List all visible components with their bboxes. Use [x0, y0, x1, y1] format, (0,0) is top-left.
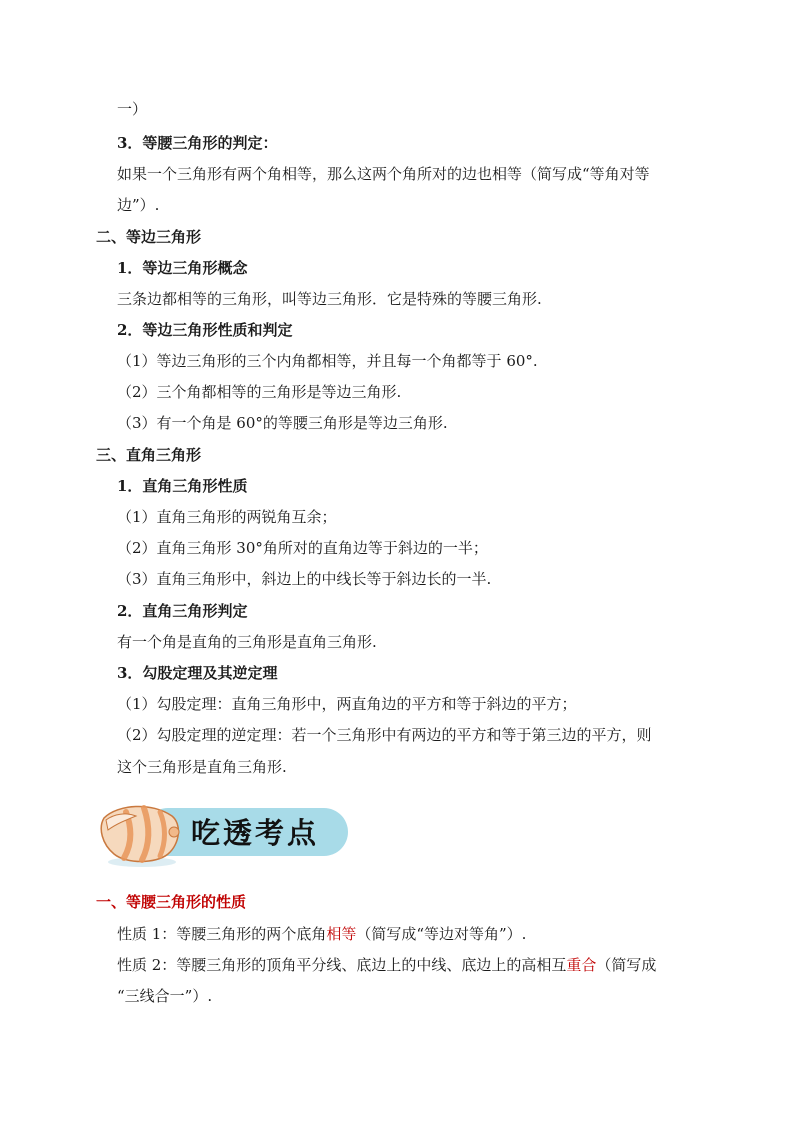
property-2-text-a: 性质 2：等腰三角形的顶角平分线、底边上的中线、底边上的高相互	[117, 956, 567, 974]
property-2-text-b: （简写成	[596, 956, 657, 974]
right-triangle-criteria-text: 有一个角是直角的三角形是直角三角形.	[117, 633, 377, 651]
property-1-text-b: （简写成“等边对等角”）.	[356, 925, 527, 943]
heading-right-triangle-criteria: 2．直角三角形判定	[117, 602, 248, 620]
heading-right-triangle-properties: 1．直角三角形性质	[117, 477, 248, 495]
property-1-highlight: 相等	[326, 925, 357, 943]
heading-pythagorean: 3．勾股定理及其逆定理	[117, 664, 278, 682]
pythagorean-converse-1: （2）勾股定理的逆定理：若一个三角形中有两边的平方和等于第三边的平方，则	[117, 726, 652, 744]
right-triangle-prop-3: （3）直角三角形中，斜边上的中线长等于斜边长的一半.	[117, 570, 492, 588]
right-triangle-prop-1: （1）直角三角形的两锐角互余；	[117, 508, 337, 526]
property-2-highlight: 重合	[566, 956, 597, 974]
section-title-equilateral: 二、等边三角形	[96, 228, 202, 246]
pythagorean-converse-2: 这个三角形是直角三角形.	[117, 758, 287, 776]
property-2	[117, 954, 656, 976]
equilateral-item-3: （3）有一个角是 60°的等腰三角形是等边三角形.	[117, 414, 448, 432]
property-2-line-2: “三线合一”）.	[117, 987, 213, 1005]
equilateral-item-1: （1）等边三角形的三个内角都相等，并且每一个角都等于 60°.	[117, 352, 538, 370]
seashell-icon	[96, 798, 186, 870]
section-title-right-triangle: 三、直角三角形	[96, 446, 202, 464]
banner-title: 吃透考点	[190, 816, 319, 850]
property-1	[117, 923, 526, 945]
heading-equilateral-properties: 2．等边三角形性质和判定	[117, 321, 293, 339]
exam-points-banner	[96, 798, 352, 870]
property-1-text-a: 性质 1：等腰三角形的两个底角	[117, 925, 327, 943]
heading-isosceles-criteria: 3．等腰三角形的判定：	[117, 134, 278, 152]
equilateral-item-2: （2）三个角都相等的三角形是等边三角形.	[117, 383, 402, 401]
section-title-isosceles-properties: 一、等腰三角形的性质	[96, 893, 247, 911]
isosceles-criteria-text-2: 边”）.	[117, 196, 160, 214]
isosceles-criteria-text-1: 如果一个三角形有两个角相等，那么这两个角所对的边也相等（简写成“等角对等	[117, 165, 650, 183]
equilateral-concept-text: 三条边都相等的三角形，叫等边三角形．它是特殊的等腰三角形.	[117, 290, 542, 308]
heading-equilateral-concept: 1．等边三角形概念	[117, 259, 248, 277]
pythagorean-theorem: （1）勾股定理：直角三角形中，两直角边的平方和等于斜边的平方；	[117, 695, 577, 713]
continued-line: 一）	[117, 100, 148, 118]
right-triangle-prop-2: （2）直角三角形 30°角所对的直角边等于斜边的一半；	[117, 539, 488, 557]
